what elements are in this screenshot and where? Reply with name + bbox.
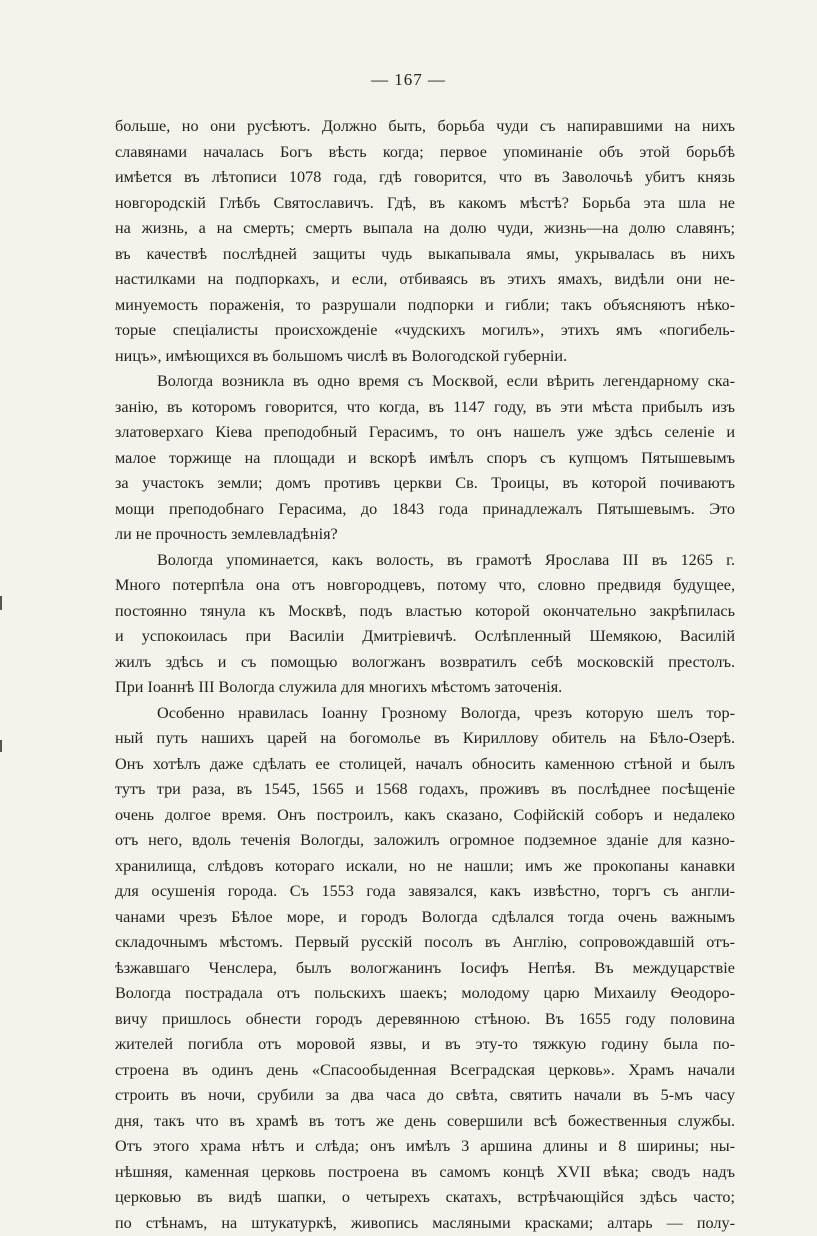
margin-mark <box>0 596 2 610</box>
text-line: Онъ хотѣлъ даже сдѣлать ее столицей, началъ обносить каменною стѣной и былъ <box>115 752 735 778</box>
text-line: нѣшняя, каменная церковь построена въ самомъ концѣ XVII вѣка; сводъ надъ <box>115 1160 735 1186</box>
text-line: жилъ здѣсь и съ помощью вологжанъ возвратилъ себѣ московскій престолъ. <box>115 650 735 676</box>
text-line: Вологда пострадала отъ польскихъ шаекъ; молодому царю Михаилу Ѳеодоро- <box>115 981 735 1007</box>
text-line: жителей погибла отъ моровой язвы, и въ эту-то тяжкую годину была по- <box>115 1032 735 1058</box>
text-line: для осушенія города. Съ 1553 года завязался, какъ извѣстно, торгъ съ англи- <box>115 879 735 905</box>
body-text <box>115 114 735 1236</box>
text-line: Много потерпѣла она отъ новгородцевъ, потому что, словно предвидя будущее, <box>115 573 735 599</box>
text-line: дня, такъ что въ храмѣ въ тотъ же день совершили всѣ божественныя службы. <box>115 1109 735 1135</box>
text-line: на жизнь, а на смерть; смерть выпала на долю чуди, жизнь—на долю славянъ; <box>115 216 735 242</box>
text-line: ли не прочность землевладѣнія? <box>115 522 735 548</box>
text-line: складочнымъ мѣстомъ. Первый русскій посолъ въ Англію, сопровождавшій отъ- <box>115 930 735 956</box>
text-line: отъ него, вдоль теченія Вологды, заложилъ огромное подземное зданіе для казно- <box>115 828 735 854</box>
text-line: ѣзжавшаго Ченслера, былъ вологжанинъ Іосифъ Непѣя. Въ междуцарствіе <box>115 956 735 982</box>
text-line: и успокоилась при Василіи Дмитріевичѣ. Ослѣпленный Шемякою, Василій <box>115 624 735 650</box>
text-line: настилками на подпоркахъ, и если, отбиваясь въ этихъ ямахъ, видѣли они не- <box>115 267 735 293</box>
text-line: малое торжище на площади и вскорѣ имѣлъ споръ съ купцомъ Пятышевымъ <box>115 446 735 472</box>
text-line: новгородскій Глѣбъ Святославичъ. Гдѣ, въ какомъ мѣстѣ? Борьба эта шла не <box>115 191 735 217</box>
text-line: за участокъ земли; домъ противъ церкви Св. Троицы, въ которой почиваютъ <box>115 471 735 497</box>
text-line: церковью въ видѣ шапки, о четырехъ скатахъ, встрѣчающійся здѣсь часто; <box>115 1185 735 1211</box>
text-line: по стѣнамъ, на штукатуркѣ, живопись масляными красками; алтарь — полу- <box>115 1211 735 1236</box>
text-line: вичу пришлось обнести городъ деревянною стѣною. Въ 1655 году половина <box>115 1007 735 1033</box>
text-line: тутъ три раза, въ 1545, 1565 и 1568 годахъ, проживъ въ послѣднее посѣщеніе <box>115 777 735 803</box>
text-line: занію, въ которомъ говорится, что когда, въ 1147 году, въ эти мѣста прибылъ изъ <box>115 395 735 421</box>
text-line: ницъ», имѣющихся въ большомъ числѣ въ Вологодской губерніи. <box>115 344 735 370</box>
text-line: въ качествѣ послѣдней защиты чудь выкапывала ямы, укрывалась въ нихъ <box>115 242 735 268</box>
text-line: строить въ ночи, срубили за два часа до свѣта, святить начали въ 5-мъ часу <box>115 1083 735 1109</box>
text-line: больше, но они русѣютъ. Должно быть, борьба чуди съ напиравшими на нихъ <box>115 114 735 140</box>
paragraph-start-line: Вологда возникла въ одно время съ Москвой, если вѣрить легендарному ска- <box>115 369 735 395</box>
text-line: торые спеціалисты происхожденіе «чудскихъ могилъ», этихъ ямъ «погибель- <box>115 318 735 344</box>
text-line: мощи преподобнаго Герасима, до 1843 года принадлежалъ Пятышевымъ. Это <box>115 497 735 523</box>
text-line: хранилища, слѣдовъ котораго искали, но не нашли; имъ же прокопаны канавки <box>115 854 735 880</box>
text-line: строена въ одинъ день «Спасообыденная Всеградская церковь». Храмъ начали <box>115 1058 735 1084</box>
paragraph-start-line: Вологда упоминается, какъ волость, въ грамотѣ Ярослава III въ 1265 г. <box>115 548 735 574</box>
text-line: постоянно тянула къ Москвѣ, подъ властью которой окончательно закрѣпилась <box>115 599 735 625</box>
text-line: минуемость пораженія, то разрушали подпорки и гибли; такъ объясняютъ нѣко- <box>115 293 735 319</box>
text-line: чанами чрезъ Бѣлое море, и городъ Вологда сдѣлался тогда очень важнымъ <box>115 905 735 931</box>
text-line: славянами началась Богъ вѣсть когда; первое упоминаніе объ этой борьбѣ <box>115 140 735 166</box>
page-number: — 167 — <box>0 70 817 90</box>
text-line: златоверхаго Кіева преподобный Герасимъ, то онъ нашелъ уже здѣсь селеніе и <box>115 420 735 446</box>
text-line: ный путь нашихъ царей на богомолье въ Кириллову обитель на Бѣло-Озерѣ. <box>115 726 735 752</box>
text-line: имѣется въ лѣтописи 1078 года, гдѣ говорится, что въ Заволочьѣ убитъ князь <box>115 165 735 191</box>
text-line: При Іоаннѣ III Вологда служила для многихъ мѣстомъ заточенія. <box>115 675 735 701</box>
text-line: очень долгое время. Онъ построилъ, какъ сказано, Софійскій соборъ и недалеко <box>115 803 735 829</box>
paragraph-start-line: Особенно нравилась Іоанну Грозному Вологда, чрезъ которую шелъ тор- <box>115 701 735 727</box>
text-line: Отъ этого храма нѣтъ и слѣда; онъ имѣлъ 3 аршина длины и 8 ширины; ны- <box>115 1134 735 1160</box>
margin-mark <box>0 740 2 752</box>
